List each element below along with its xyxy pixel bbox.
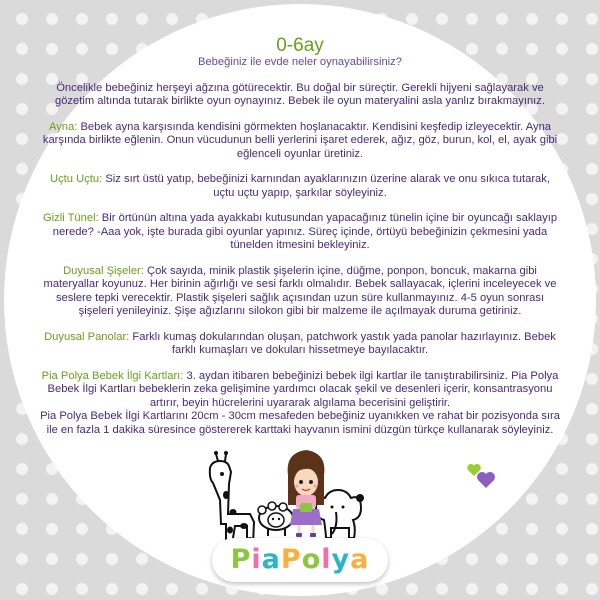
intro-paragraph: Öncelikle bebeğiniz herşeyi ağzına götürecektir. Bu doğal bir süreçtir. Gerekli hijyeni sağlayarak ve gözetim altında tutarak birlikte oyun oynayınız. Bebek ile oyun materyalini asla yanlız bırakmayınız. [54, 81, 545, 107]
section-text: 3. aydan itibaren bebeğinizi bebek ilgi kartlar ile tanıştırabilirsiniz. Pia Polya Bebek İlgi Kartları bebeklerin zeka gelişimine yardımcı olacak şekil ve desenleri içerir, konsantrasyonu artırır, beyin hücrelerini uyararak algılama becerisini geliştirir. [47, 369, 559, 409]
section-label: Duyusal Şişeler: [63, 264, 144, 277]
closing-paragraph: Pia Polya Bebek İlgi Kartlarını 20cm - 30cm mesafeden bebeğiniz uyanıkken ve rahat bir pozisyonda sıra ile en fazla 1 dakika süresince göstererek karttaki hayvanın ismini düzgün türkçe kullanarak söyleyiniz. [40, 410, 560, 436]
section-label: Pia Polya Bebek İlgi Kartları: [41, 369, 184, 382]
logo-letter: o [301, 544, 322, 575]
page-subtitle: Bebeğiniz ile evde neler oynayabilirsiniz? [198, 56, 402, 68]
logo-letter: y [331, 544, 351, 575]
section-ilgi-kartlari [40, 370, 560, 411]
content [40, 36, 560, 449]
section-uctu-uctu [40, 173, 560, 200]
logo-letter: a [350, 544, 370, 575]
section-text: Çok sayıda, minik plastik şişelerin içine, düğme, ponpon, boncuk, makarna gibi materyallar koyunuz. Her birinin ağırlığı ve sesi farklı olmalıdır. Bebek sallayacak, içlerini inceleyecek ve seslere tepki verecektir. Plastik şişeleri sağlık açısından uzun süre kullanmayınız. 4-5 oyun sonrası şişeleri yenileyiniz. Şişe ağızlarını silokon gibi bir malzeme ile açılmayak duruma getiriniz. [43, 264, 557, 317]
section-duyusal-siseler [40, 265, 560, 319]
logo-letter: P [230, 544, 252, 575]
section-ayna [40, 121, 560, 162]
logo-letter: l [321, 544, 332, 575]
section-text: Siz sırt üstü yatıp, bebeğinizi karnından ayaklarınızın üzerine alarak ve onu sıkıca tutarak, uçtu uçtu yapıp, şarkılar söyleyiniz. [102, 173, 550, 199]
section-duyusal-panolar [40, 331, 560, 358]
section-label: Uçtu Uçtu: [50, 173, 103, 185]
section-text: Farklı kumaş dokularından oluşan, patchwork yastık yada panolar hazırlayınız. Bebek farklı kumaşları ve dokuları hissetmeye bayılacaktır. [129, 330, 556, 356]
section-text: Bebek ayna karşısında kendisini görmekten hoşlanacaktır. Kendisini keşfedip izleyecektir. Ayna karşında birlikte eğlenin. Onun vücudunun belli yerlerini işaret ederek, ağız, göz, burun, kol, el, ayak gibi eğlenceli oyunlar üretiniz. [42, 120, 558, 160]
page-title: 0-6ay [276, 35, 324, 56]
section-label: Ayna: [48, 120, 78, 133]
logo-letter: i [251, 544, 262, 575]
logo-letter: P [280, 544, 302, 575]
section-label: Gizli Tünel: [42, 212, 99, 224]
section-text: Bir örtünün altına yada ayakkabı kutusundan yapacağınız tünelin içine bir oyuncağı saklayıp nerede? -Aaa yok, işte burada gibi oyunlar yapınız. Süreç içinde, örtüyü bebeğinizin çekmesini yada tünelden itmesini bekleyiniz. [52, 212, 558, 251]
section-gizli-tunel [40, 212, 560, 253]
section-label: Duyusal Panolar: [44, 330, 130, 343]
logo-letter: a [261, 544, 281, 575]
pia-polya-logo [212, 538, 388, 582]
